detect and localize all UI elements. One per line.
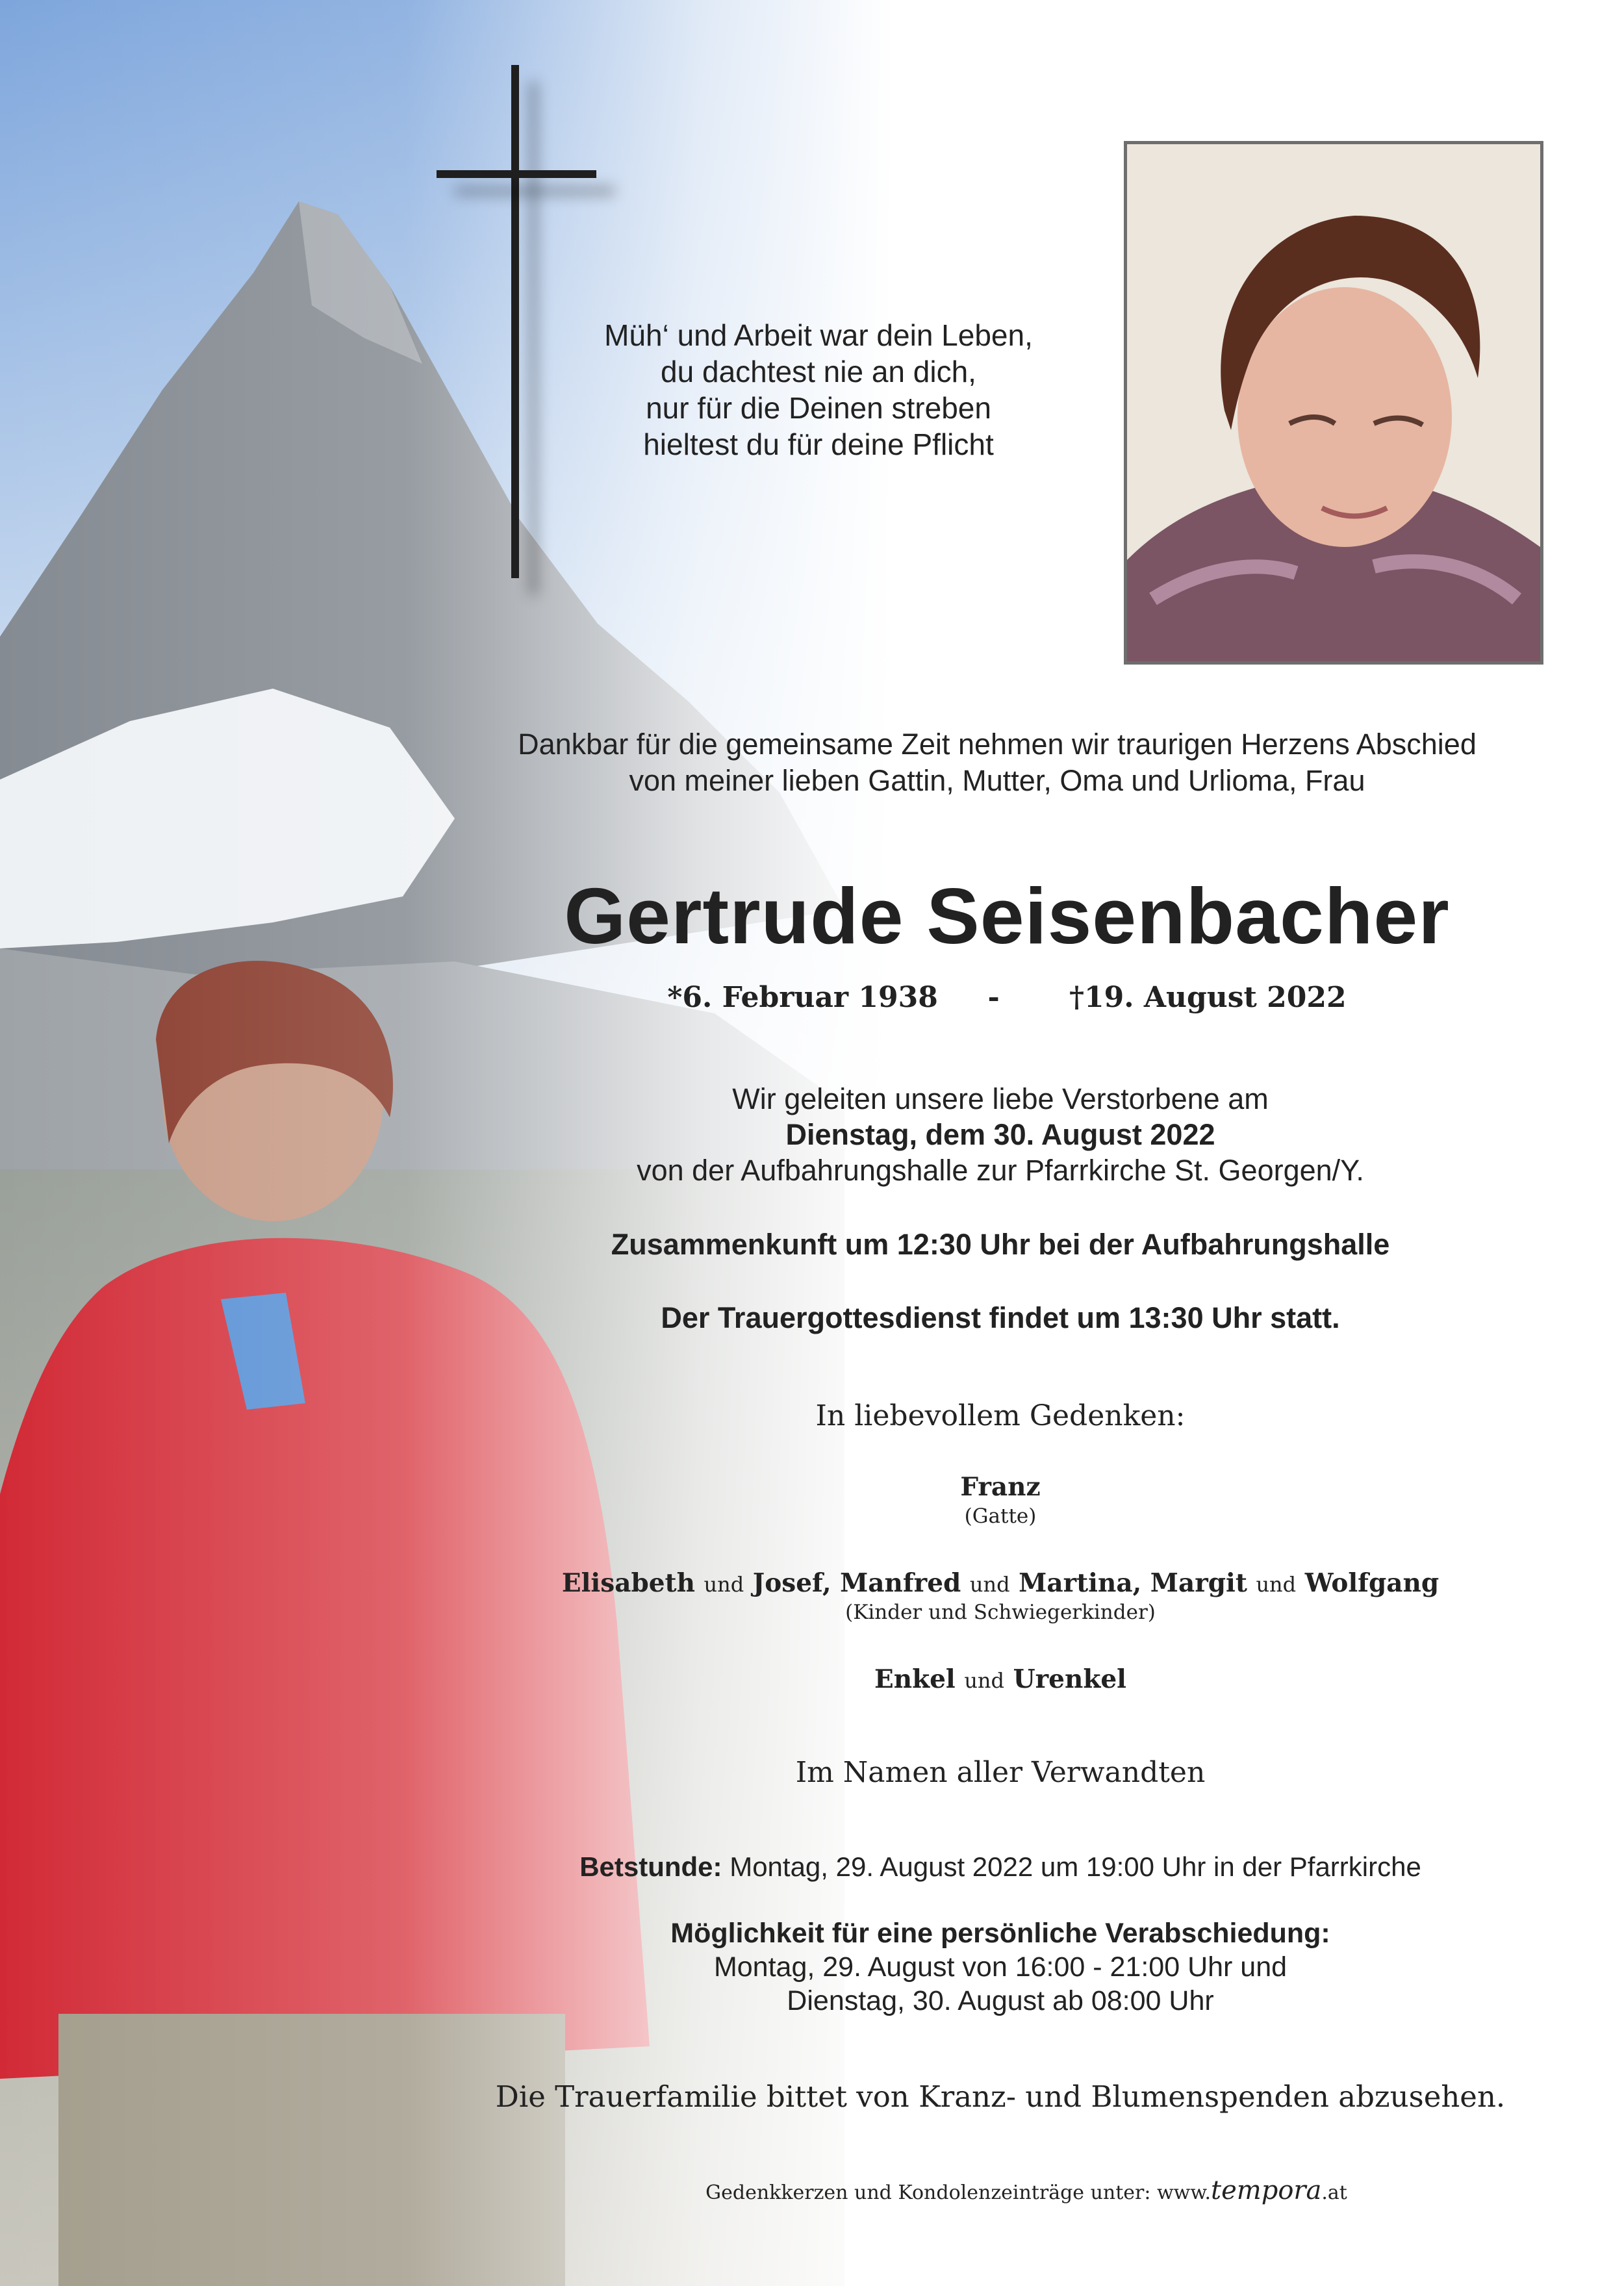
- poem-line: Müh‘ und Arbeit war dein Leben,: [604, 318, 1033, 352]
- poem-line: du dachtest nie an dich,: [661, 355, 976, 388]
- children-names: [494, 1567, 1507, 1599]
- funeral-details: [494, 1081, 1507, 1188]
- child-name: Martina, Margit: [1019, 1568, 1247, 1598]
- child-name: Wolfgang: [1304, 1568, 1440, 1598]
- funeral-line: Wir geleiten unsere liebe Verstorbene am: [732, 1082, 1269, 1115]
- conjunction: und: [1256, 1572, 1297, 1597]
- meeting-time: Zusammenkunft um 12:30 Uhr bei der Aufbahrungshalle: [611, 1228, 1390, 1261]
- funeral-date: Dienstag, dem 30. August 2022: [785, 1118, 1215, 1151]
- conjunction: und: [964, 1668, 1005, 1693]
- spouse-relation: (Gatte): [964, 1505, 1037, 1528]
- poem-verse: [539, 317, 1098, 463]
- portrait-photo: [1124, 141, 1543, 665]
- death-date: †19. August 2022: [1069, 981, 1347, 1014]
- footer-suffix: .at: [1321, 2181, 1347, 2204]
- mourner-children: [494, 1567, 1507, 1625]
- funeral-route: von der Aufbahrungshalle zur Pfarrkirche St. Georgen/Y.: [637, 1154, 1364, 1187]
- grandchildren-name: Enkel: [874, 1664, 956, 1694]
- farewell-info: [494, 1916, 1507, 2018]
- brand-logo: tempora: [1211, 2176, 1322, 2205]
- intro-line: von meiner lieben Gattin, Mutter, Oma und Urlioma, Frau: [629, 764, 1365, 797]
- latin-cross-icon: [511, 65, 519, 578]
- grandchildren-name: Urenkel: [1013, 1664, 1126, 1694]
- date-separator: -: [987, 981, 1000, 1014]
- farewell-heading: Möglichkeit für eine persönliche Verabschiedung:: [670, 1918, 1330, 1949]
- farewell-line: Montag, 29. August von 16:00 - 21:00 Uhr und: [713, 1951, 1288, 1983]
- child-name: Elisabeth: [561, 1568, 695, 1598]
- portrait-image: [1127, 144, 1540, 661]
- poem-line: hieltest du für deine Pflicht: [643, 427, 994, 461]
- footer-note: [585, 2178, 1468, 2206]
- prayer-hour: [494, 1849, 1507, 1885]
- mourners-heading: In liebevollem Gedenken:: [815, 1399, 1186, 1432]
- life-dates: [585, 980, 1429, 1016]
- poem-line: nur für die Deinen streben: [646, 391, 991, 425]
- conjunction: und: [704, 1572, 744, 1597]
- child-name: Josef, Manfred: [752, 1568, 961, 1598]
- footer-text: Gedenkkerzen und Kondolenzeinträge unter: www.: [705, 2181, 1212, 2204]
- mourner-spouse: [494, 1471, 1507, 1529]
- mourner-grandchildren: [494, 1663, 1507, 1695]
- prayer-text: Montag, 29. August 2022 um 19:00 Uhr in der Pfarrkirche: [730, 1851, 1421, 1882]
- spouse-name: Franz: [960, 1472, 1041, 1502]
- prayer-label: Betstunde:: [579, 1851, 722, 1882]
- cross-crossbar: [437, 170, 596, 178]
- birth-date: *6. Februar 1938: [667, 981, 938, 1014]
- farewell-line: Dienstag, 30. August ab 08:00 Uhr: [787, 1985, 1214, 2016]
- conjunction: und: [969, 1572, 1010, 1597]
- flower-request: Die Trauerfamilie bittet von Kranz- und Blumenspenden abzusehen.: [495, 2079, 1506, 2114]
- children-relation: (Kinder und Schwiegerkinder): [845, 1601, 1156, 1624]
- deceased-name: Gertrude Seisenbacher: [564, 872, 1450, 960]
- service-time: Der Trauergottesdienst findet um 13:30 Uhr statt.: [661, 1301, 1340, 1334]
- intro-line: Dankbar für die gemeinsame Zeit nehmen wir traurigen Herzens Abschied: [518, 728, 1477, 761]
- on-behalf-line: Im Namen aller Verwandten: [795, 1756, 1206, 1789]
- intro-text: [416, 726, 1579, 799]
